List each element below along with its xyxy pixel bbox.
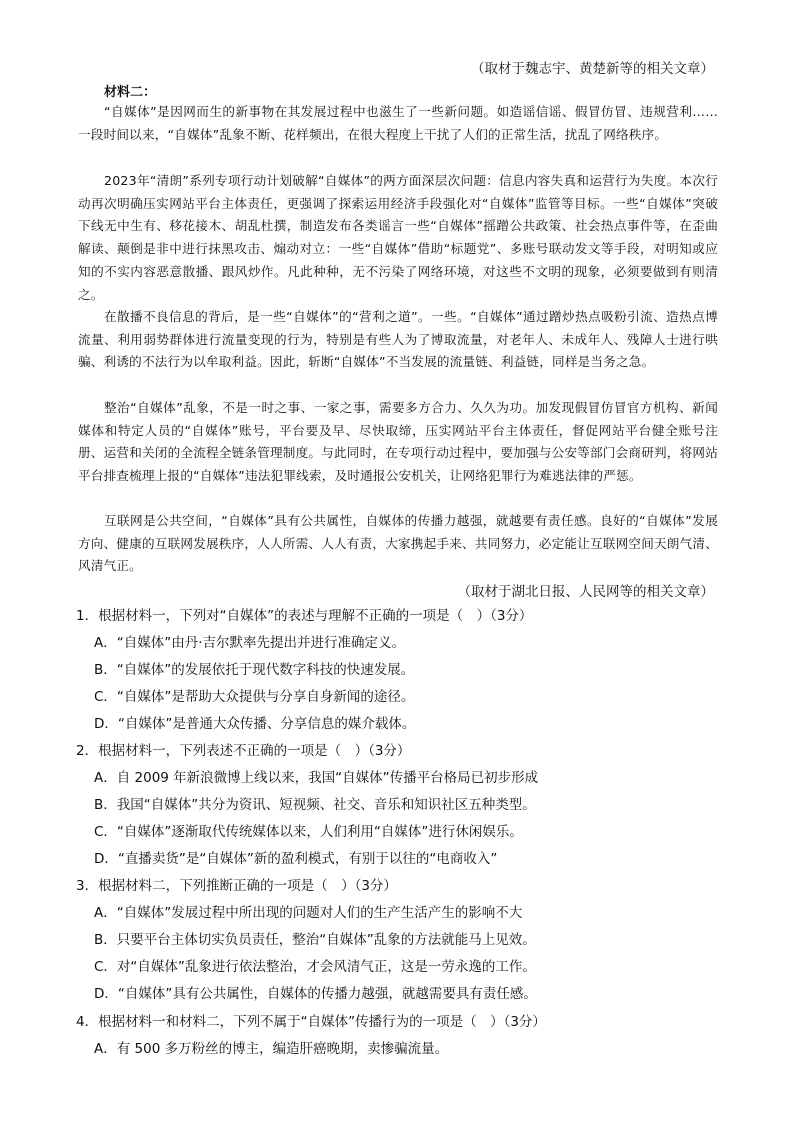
- paragraph-1: “自媒体”是因网而生的新事物在其发展过程中也滋生了一些新问题。如造谣信谣、假冒仿冒、违规营利……一段时间以来，“自媒体”乱象不断、花样频出，在很大程度上干扰了人们的正常生活，扰乱了网络秩序。: [78, 104, 718, 142]
- question-1-option-a: A．“自媒体”由丹·吉尔默率先提出并进行准确定义。: [94, 635, 406, 651]
- question-1-option-d: D．“自媒体”是普通大众传播、分享信息的媒介载体。: [94, 716, 416, 732]
- question-1-option-c: C．“自媒体”是帮助大众提供与分享自身新闻的途径。: [94, 689, 415, 705]
- source-citation-2: （取材于湖北日报、人民网等的相关文章）: [457, 584, 714, 600]
- question-3-option-c: C．对“自媒体”乱象进行依法整治，才会风清气正，这是一劳永逸的工作。: [94, 959, 536, 975]
- paragraph-2: 2023年“清朗”系列专项行动计划破解“自媒体”的两方面深层次问题：信息内容失真和运营行为失度。本次行动再次明确压实网站平台主体责任，更强调了探索运用经济手段强化对“自媒体”监管等目标。一些“自媒体”突破下线无中生有、移花接木、胡乱杜撰，制造发布各类谣言一些“自媒体”摇蹭公共政策、社会热点事件等，在歪曲解读、颠倒是非中进行抹黑攻击、煽动对立：一些“自媒体”借助“标题党”、多账号联动发文等手段，对明知或应知的不实内容恶意散播、跟风炒作。凡此种种，无不污染了网络环境，对这些不文明的现象，必须要做到有则清之。: [78, 173, 718, 302]
- question-1-stem: 1．根据材料一，下列对“自媒体”的表述与理解不正确的一项是（ ）（3分）: [76, 608, 533, 624]
- question-3-option-b: B．只要平台主体切实负员责任，整治“自媒体”乱象的方法就能马上见效。: [94, 932, 536, 948]
- question-4-option-a: A．有 500 多万粉丝的博主，编造肝癌晚期，卖惨骗流量。: [94, 1041, 449, 1057]
- question-2-option-d: D．“直播卖货”是“自媒体”新的盈利模式，有别于以往的“电商收入”: [94, 851, 498, 867]
- question-3-stem: 3．根据材料二，下列推断正确的一项是（ ）（3分）: [76, 878, 397, 894]
- paragraph-4: 整治“自媒体”乱象，不是一时之事、一家之事，需要多方合力、久久为功。加发现假冒仿冒官方机构、新闻媒体和特定人员的“自媒体”账号，平台要及早、尽快取缔，压实网站平台主体责任，督促网站平台健全账号注册、运营和关闭的全流程全链条管理制度。与此同时，在专项行动过程中，要加强与公安等部门会商研判，将网站平台排查梳理上报的“自媒体”违法犯罪线索，及时通报公安机关，让网络犯罪行为难逃法律的严惩。: [78, 400, 718, 484]
- paragraph-3: 在散播不良信息的背后，是一些“自媒体”的“营利之道”。一些。“自媒体”通过蹭炒热点吸粉引流、造热点博流量、利用弱势群体进行流量变现的行为，特别是有些人为了博取流量，对老年人、未成年人、残障人士进行哄骗、利诱的不法行为以牟取利益。因此，斩断“自媒体”不当发展的流量链、利益链，同样是当务之急。: [78, 309, 718, 370]
- question-4-stem: 4．根据材料一和材料二，下列不属于“自媒体”传播行为的一项是（ ）（3分）: [76, 1014, 546, 1030]
- material-2-title: 材料二：: [104, 85, 157, 100]
- question-2-option-a: A．自 2009 年新浪微博上线以来，我国“自媒体”传播平台格局已初步形成: [94, 770, 539, 786]
- question-2-stem: 2．根据材料一，下列表述不正确的一项是（ ）（3分）: [76, 743, 411, 759]
- question-3-option-d: D．“自媒体”具有公共属性，自媒体的传播力越强，就越需要具有责任感。: [94, 986, 537, 1002]
- question-3-option-a: A．“自媒体”发展过程中所出现的问题对人们的生产生活产生的影响不大: [94, 905, 523, 921]
- source-citation-1: （取材于魏志宇、黄楚新等的相关文章）: [471, 61, 714, 77]
- paragraph-5: 互联网是公共空间，“自媒体”具有公共属性，自媒体的传播力越强，就越要有责任感。良好的“自媒体”发展方向、健康的互联网发展秩序，人人所需、人人有责，大家携起手来、共同努力，必定能让互联网空间天朗气清、风清气正。: [78, 513, 718, 574]
- question-2-option-b: B．我国“自媒体”共分为资讯、短视频、社交、音乐和知识社区五种类型。: [94, 797, 536, 813]
- question-1-option-b: B．“自媒体”的发展依托于现代数字科技的快速发展。: [94, 662, 415, 678]
- question-2-option-c: C．“自媒体”逐渐取代传统媒体以来，人们利用“自媒体”进行休闲娱乐。: [94, 824, 523, 840]
